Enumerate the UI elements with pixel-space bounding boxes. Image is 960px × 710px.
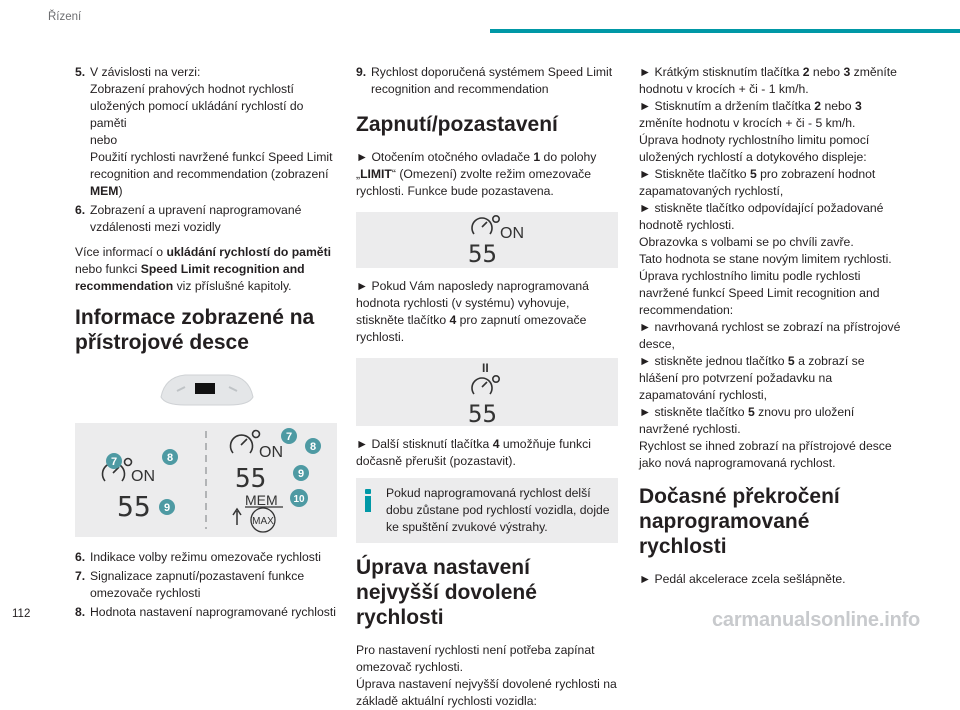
on-label: ON bbox=[500, 225, 524, 242]
callout-9: 9 bbox=[163, 502, 171, 514]
item-text: Zobrazení a upravení naprogramované vzdálenosti mezi vozidly bbox=[90, 203, 302, 234]
speed-digits: 55 bbox=[235, 464, 267, 494]
paragraph: Obrazovka s volbami se po chvíli zavře. bbox=[639, 235, 854, 249]
item-text: Rychlost doporučená systémem Speed Limit recognition and recommendation bbox=[371, 65, 613, 96]
paragraph: ► Stisknutím a držením tlačítka 2 nebo 3 změníte hodnotu v krocích + či - 5 km/h. bbox=[639, 99, 862, 130]
header-section: Řízení bbox=[48, 11, 82, 23]
list-item-5 bbox=[75, 64, 337, 200]
list-item: 6. Indikace volby režimu omezovače rychlosti bbox=[75, 550, 321, 564]
callout-10: 10 bbox=[293, 494, 305, 505]
paragraph: Pro nastavení rychlosti není potřeba zapínat omezovač rychlosti. bbox=[356, 643, 595, 674]
callout-7: 7 bbox=[110, 456, 118, 468]
mem-label: MEM bbox=[245, 492, 278, 508]
paragraph: Rychlost se ihned zobrazí na přístrojové desce jako nová naprogramovaná rychlost. bbox=[639, 439, 892, 470]
info-note bbox=[356, 478, 618, 543]
display-pause-box bbox=[356, 358, 618, 426]
section-heading: Dočasné překročení naprogramované rychlosti bbox=[639, 485, 840, 558]
paragraph: ► Pokud Vám naposledy naprogramovaná hodnota rychlosti (v systému) vyhovuje, stiskněte tlačítko 4 pro zapnutí omezovače rychlosti. bbox=[356, 279, 589, 344]
list-item-9: 9. Rychlost doporučená systémem Speed Limit recognition and recommendation bbox=[356, 64, 618, 98]
paragraph: ► stiskněte jednou tlačítko 5 a zobrazí se hlášení pro potvrzení požadavku na zapamatování rychlosti, bbox=[639, 354, 865, 402]
callout-7: 7 bbox=[285, 431, 293, 443]
speed-digits: 55 bbox=[468, 240, 497, 268]
item-text: nebo bbox=[90, 133, 118, 147]
paragraph: Úprava nastavení nejvyšší dovolené rychlosti na základě aktuální rychlosti vozidla: bbox=[356, 677, 617, 708]
list-item-6 bbox=[75, 202, 337, 236]
display-on-box bbox=[356, 212, 618, 268]
paragraph: ► Krátkým stisknutím tlačítka 2 nebo 3 změníte hodnotu v krocích + či - 1 km/h. bbox=[639, 65, 897, 96]
callout-8: 8 bbox=[309, 441, 317, 453]
callout-8: 8 bbox=[166, 452, 174, 464]
column-3 bbox=[639, 64, 901, 588]
header-accent-bar bbox=[490, 29, 960, 33]
speed-digits: 55 bbox=[468, 400, 497, 428]
paragraph: ► navrhovaná rychlost se zobrazí na přístrojové desce, bbox=[639, 320, 901, 351]
section-heading: Úprava nastavení nejvyšší dovolené rychlosti bbox=[356, 556, 537, 629]
paragraph: Úprava hodnoty rychlostního limitu pomocí uložených rychlostí a dotykového displeje: bbox=[639, 133, 870, 164]
paragraph: ► Stiskněte tlačítko 5 pro zobrazení hodnot zapamatovaných rychlostí, bbox=[639, 167, 876, 198]
item-text: V závislosti na verzi: bbox=[90, 65, 201, 79]
page-number: 112 bbox=[12, 608, 31, 620]
paragraph: ► Otočením otočného ovladače 1 do polohy „LIMIT“ (Omezení) zvolte režim omezovače rychlosti. Funkce bude pozastavena. bbox=[356, 150, 597, 198]
max-label: MAX bbox=[252, 516, 274, 527]
paragraph: Úprava rychlostního limitu podle rychlosti navržené funkcí Speed Limit recognition and recommendation: bbox=[639, 269, 880, 317]
paragraph: ► Další stisknutí tlačítka 4 umožňuje funkci dočasně přerušit (pozastavit). bbox=[356, 437, 591, 468]
callout-9: 9 bbox=[297, 468, 305, 480]
on-label: ON bbox=[131, 468, 155, 485]
item-number: 5. bbox=[75, 65, 86, 79]
item-text: Zobrazení prahových hodnot rychlostí uložených pomocí ukládání rychlostí do paměti bbox=[90, 82, 304, 130]
section-heading: Informace zobrazené na přístrojové desce bbox=[75, 306, 315, 354]
column-2 bbox=[356, 64, 618, 710]
pause-icon: II bbox=[482, 361, 489, 375]
diagram-legend bbox=[75, 549, 337, 621]
column-1 bbox=[75, 64, 337, 623]
list-item: 7. Signalizace zapnutí/pozastavení funkce omezovače rychlosti bbox=[75, 569, 305, 600]
paragraph: ► Pedál akcelerace zcela sešlápněte. bbox=[639, 572, 846, 586]
footer-watermark: carmanualsonline.info bbox=[712, 609, 921, 631]
info-icon bbox=[365, 489, 371, 511]
dashboard-illustration bbox=[75, 365, 337, 415]
paragraph: ► stiskněte tlačítko odpovídající požadované hodnotě rychlosti. bbox=[639, 201, 884, 232]
paragraph: Tato hodnota se stane novým limitem rychlosti. bbox=[639, 252, 892, 266]
paragraph: ► stiskněte tlačítko 5 znovu pro uložení navržené rychlosti. bbox=[639, 405, 855, 436]
on-label: ON bbox=[259, 444, 283, 461]
info-paragraph: Více informací o ukládání rychlostí do paměti nebo funkci Speed Limit recognition and recommendation viz příslušné kapitoly. bbox=[75, 245, 332, 293]
list-item: 8. Hodnota nastavení naprogramované rychlosti bbox=[75, 605, 336, 619]
section-heading: Zapnutí/pozastavení bbox=[356, 113, 558, 136]
item-text: Použití rychlosti navržené funkcí Speed Limit recognition and recommendation (zobrazení MEM) bbox=[90, 150, 333, 198]
display-diagram bbox=[75, 423, 337, 537]
item-number: 6. bbox=[75, 203, 86, 217]
note-text: Pokud naprogramovaná rychlost delší dobu zůstane pod rychlostí vozidla, dojde ke spuštění zvukové výstrahy. bbox=[386, 486, 610, 534]
speed-digits: 55 bbox=[117, 490, 151, 523]
